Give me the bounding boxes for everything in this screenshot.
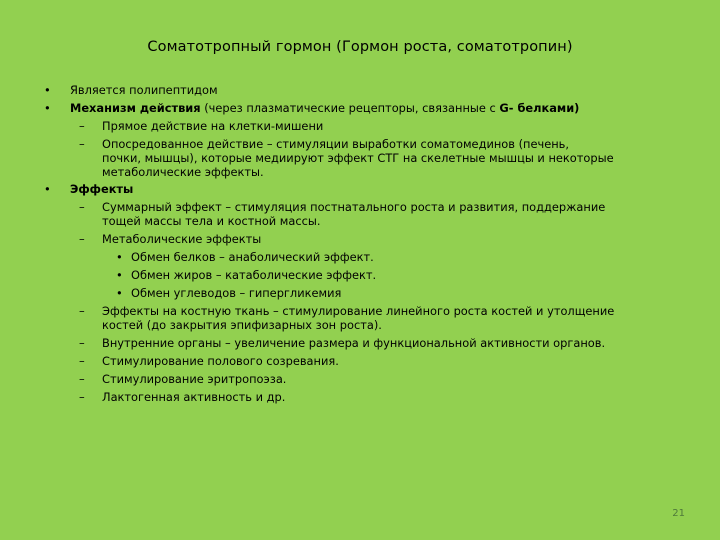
bullet-marker: • [44,83,51,97]
sub-item-text: Стимулирование эритропоэза. [102,372,287,386]
sub-sub-item-text: Обмен жиров – катаболические эффект. [131,268,377,282]
sub-item-text: Метаболические эффекты [102,232,262,246]
bullet-marker: • [116,286,123,300]
text-fragment: (через плазматические рецепторы, связанные с [200,101,500,115]
bullet-marker: • [116,268,123,282]
sub-item-text: почки, мышцы), которые медиируют эффект СТГ на скелетные мышцы и некоторые [102,151,614,165]
dash-marker: – [79,390,85,404]
sub-item-text: Внутренние органы – увеличение размера и функциональной активности органов. [102,336,606,350]
bold-text: G- белками) [499,101,580,115]
sub-item-text: метаболические эффекты. [102,165,264,179]
bullet-text: Является полипептидом [70,83,218,97]
dash-marker: – [79,336,85,350]
dash-marker: – [79,372,85,386]
sub-sub-item-text: Обмен углеводов – гипергликемия [131,286,342,300]
dash-marker: – [79,200,85,214]
sub-sub-item-text: Обмен белков – анаболический эффект. [131,250,374,264]
sub-item-text: Суммарный эффект – стимуляция постнатального роста и развития, поддержание [102,200,606,214]
bold-text: Механизм действия [70,101,201,115]
bullet-marker: • [44,182,51,196]
bullet-marker: • [116,250,123,264]
sub-item-text: костей (до закрытия эпифизарных зон роста). [102,318,382,332]
sub-item-text: Опосредованное действие – стимуляции выработки соматомединов (печень, [102,137,570,151]
bullet-marker: • [44,101,51,115]
sub-item-text: тощей массы тела и костной массы. [102,214,321,228]
page-number: 21 [672,508,685,519]
sub-item-text: Стимулирование полового созревания. [102,354,339,368]
dash-marker: – [79,137,85,151]
dash-marker: – [79,119,85,133]
sub-item-text: Эффекты на костную ткань – стимулирование линейного роста костей и утолщение [102,304,615,318]
bullet-text [70,101,579,117]
slide-title: Соматотропный гормон (Гормон роста, соматотропин) [147,39,573,55]
bullet-text: Эффекты [70,182,134,196]
dash-marker: – [79,304,85,318]
sub-item-text: Прямое действие на клетки-мишени [102,119,324,133]
dash-marker: – [79,232,85,246]
sub-item-text: Лактогенная активность и др. [102,390,286,404]
dash-marker: – [79,354,85,368]
